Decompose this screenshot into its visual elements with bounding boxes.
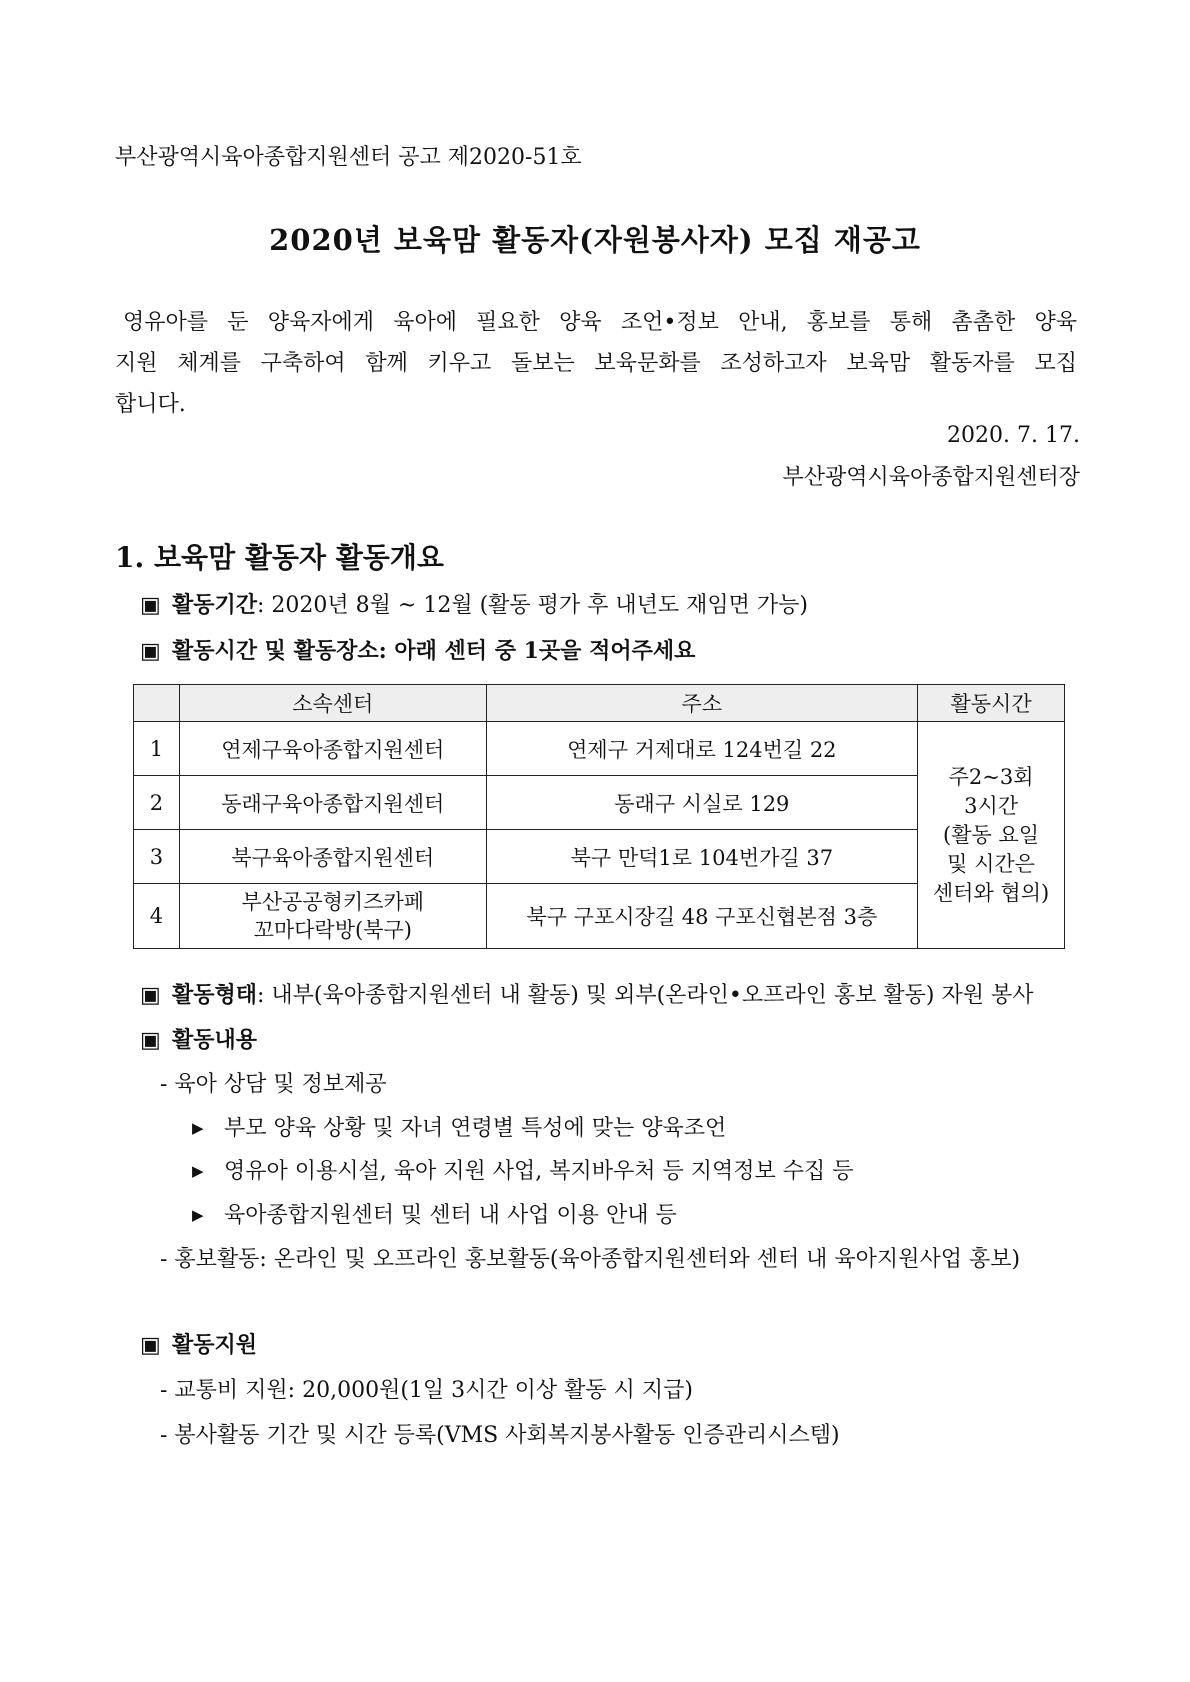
- header-no: [134, 685, 180, 722]
- intro-line-2: 지원 체계를 구축하여 함께 키우고 돌보는 보육문화를 조성하고자 보육맘 활동자를 모집: [115, 351, 1077, 376]
- row-address: 동래구 시실로 129: [486, 776, 918, 830]
- triangle-bullet-icon: ▶: [192, 1119, 204, 1137]
- square-bullet-icon: ▣: [140, 639, 161, 664]
- notice-date: 2020. 7. 17.: [947, 423, 1080, 448]
- time-place-bullet: [140, 634, 695, 665]
- hours-line: 및 시간은: [947, 851, 1035, 876]
- hours-cell: [918, 722, 1065, 949]
- row-no: 1: [134, 722, 180, 776]
- support-item: - 교통비 지원: 20,000원(1일 3시간 이상 활동 시 지급): [160, 1378, 693, 1403]
- row-center: 북구육아종합지원센터: [179, 830, 486, 884]
- hours-line: 주2~3회: [948, 764, 1034, 789]
- row-center: 연제구육아종합지원센터: [179, 722, 486, 776]
- header-hours: 활동시간: [918, 685, 1065, 722]
- document-title: 2020년 보육맘 활동자(자원봉사자) 모집 재공고: [269, 223, 921, 257]
- triangle-bullet-icon: ▶: [192, 1206, 204, 1224]
- form-value: : 내부(육아종합지원센터 내 활동) 및 외부(온라인•오프라인 홍보 활동) 자원 봉사: [257, 983, 1034, 1008]
- form-label: 활동형태: [172, 982, 258, 1008]
- centers-table: [133, 684, 1065, 949]
- row-address: 북구 만덕1로 104번가길 37: [486, 830, 918, 884]
- square-bullet-icon: ▣: [140, 983, 161, 1008]
- center-line: 꼬마다락방(북구): [253, 918, 412, 942]
- intro-line-1: 영유아를 둔 양육자에게 육아에 필요한 양육 조언•정보 안내, 홍보를 통해 촘촘한 양육: [123, 310, 1077, 335]
- square-bullet-icon: ▣: [140, 1028, 161, 1053]
- table-row: [134, 722, 1065, 776]
- row-no: 3: [134, 830, 180, 884]
- support-bullet: [140, 1328, 257, 1359]
- content-sub-text: 영유아 이용시설, 육아 지원 사업, 복지바우처 등 지역정보 수집 등: [224, 1159, 854, 1184]
- counsel-item: - 육아 상담 및 정보제공: [160, 1072, 387, 1097]
- square-bullet-icon: ▣: [140, 1333, 161, 1358]
- center-line: 부산공공형키즈카페: [241, 890, 425, 914]
- content-sub-item: [192, 1198, 677, 1229]
- form-bullet: [140, 978, 1034, 1009]
- period-bullet: [140, 588, 808, 619]
- content-label: 활동내용: [172, 1027, 258, 1053]
- content-sub-text: 육아종합지원센터 및 센터 내 사업 이용 안내 등: [224, 1203, 677, 1228]
- row-no: 4: [134, 884, 180, 949]
- time-place-label: 활동시간 및 활동장소: 아래 센터 중 1곳을 적어주세요: [172, 638, 696, 664]
- content-bullet: [140, 1023, 257, 1054]
- row-address: 연제구 거제대로 124번길 22: [486, 722, 918, 776]
- table-header-row: [134, 685, 1065, 722]
- support-item: - 봉사활동 기간 및 시간 등록(VMS 사회복지봉사활동 인증관리시스템): [160, 1423, 840, 1448]
- square-bullet-icon: ▣: [140, 593, 161, 618]
- row-no: 2: [134, 776, 180, 830]
- content-sub-item: [192, 1154, 853, 1185]
- promo-item: - 홍보활동: 온라인 및 오프라인 홍보활동(육아종합지원센터와 센터 내 육아지원사업 홍보): [160, 1247, 1021, 1272]
- period-label: 활동기간: [172, 592, 258, 618]
- support-label: 활동지원: [172, 1332, 258, 1358]
- content-sub-item: [192, 1111, 726, 1142]
- hours-line: 센터와 협의): [932, 880, 1050, 905]
- hours-line: (활동 요일: [943, 822, 1040, 847]
- triangle-bullet-icon: ▶: [192, 1162, 204, 1180]
- hours-line: 3시간: [964, 793, 1019, 818]
- row-center: [179, 884, 486, 949]
- period-value: : 2020년 8월 ~ 12월 (활동 평가 후 내년도 재임면 가능): [257, 593, 808, 618]
- row-center: 동래구육아종합지원센터: [179, 776, 486, 830]
- header-center: 소속센터: [179, 685, 486, 722]
- intro-paragraph: [115, 302, 1077, 425]
- section-heading: 1. 보육맘 활동자 활동개요: [115, 541, 444, 574]
- intro-line-3: 합니다.: [115, 392, 186, 417]
- header-address: 주소: [486, 685, 918, 722]
- content-sub-text: 부모 양육 상황 및 자녀 연령별 특성에 맞는 양육조언: [224, 1116, 727, 1141]
- notice-number: 부산광역시육아종합지원센터 공고 제2020-51호: [115, 145, 582, 170]
- row-address: 북구 구포시장길 48 구포신협본점 3층: [486, 884, 918, 949]
- signer: 부산광역시육아종합지원센터장: [782, 465, 1080, 490]
